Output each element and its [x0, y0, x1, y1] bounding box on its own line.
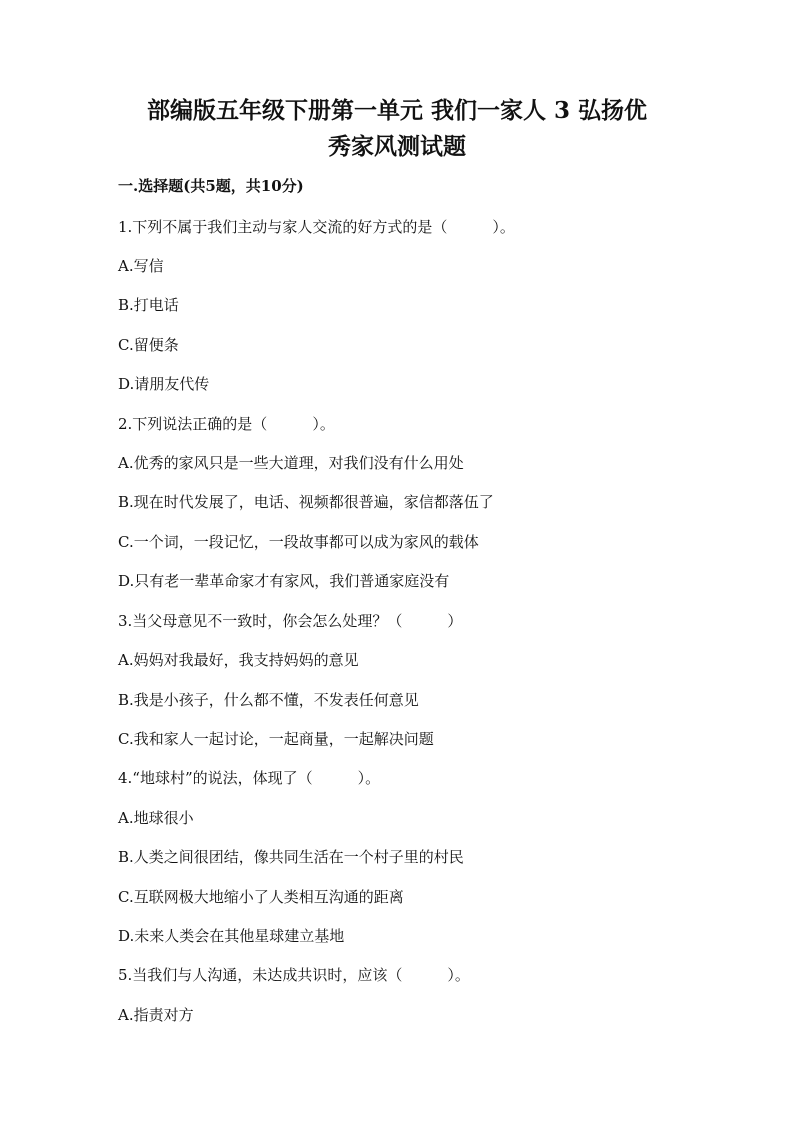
question-1: 1.下列不属于我们主动与家人交流的好方式的是（ ）。: [118, 218, 515, 236]
question-4: 4.“地球村”的说法，体现了（ ）。: [118, 769, 381, 787]
question-2-option-d: D.只有老一辈革命家才有家风，我们普通家庭没有: [118, 572, 450, 590]
question-2-option-a: A.优秀的家风只是一些大道理，对我们没有什么用处: [118, 454, 464, 472]
question-2: 2.下列说法正确的是（ ）。: [118, 415, 335, 433]
question-2-option-b: B.现在时代发展了，电话、视频都很普遍，家信都落伍了: [118, 493, 494, 511]
question-3-option-c: C.我和家人一起讨论，一起商量，一起解决问题: [118, 730, 434, 748]
section-heading: 一.选择题(共5题，共10分): [118, 177, 304, 195]
question-1-option-b: B.打电话: [118, 296, 179, 314]
question-1-option-c: C.留便条: [118, 336, 179, 354]
question-5-option-a: A.指责对方: [118, 1006, 194, 1024]
question-4-option-d: D.未来人类会在其他星球建立基地: [118, 927, 345, 945]
document-title-line-2: 秀家风测试题: [328, 133, 466, 160]
question-3-option-a: A.妈妈对我最好，我支持妈妈的意见: [118, 651, 359, 669]
question-4-option-b: B.人类之间很团结，像共同生活在一个村子里的村民: [118, 848, 464, 866]
document-title-line-1: 部编版五年级下册第一单元 我们一家人 3 弘扬优: [146, 97, 648, 124]
question-2-option-c: C.一个词，一段记忆，一段故事都可以成为家风的载体: [118, 533, 479, 551]
question-4-option-a: A.地球很小: [118, 809, 194, 827]
question-3-option-b: B.我是小孩子，什么都不懂，不发表任何意见: [118, 691, 419, 709]
question-1-option-d: D.请朋友代传: [118, 375, 210, 393]
question-5: 5.当我们与人沟通，未达成共识时，应该（ ）。: [118, 966, 470, 984]
question-1-option-a: A.写信: [118, 257, 164, 275]
question-4-option-c: C.互联网极大地缩小了人类相互沟通的距离: [118, 888, 404, 906]
question-3: 3.当父母意见不一致时，你会怎么处理？（ ）: [118, 612, 463, 630]
